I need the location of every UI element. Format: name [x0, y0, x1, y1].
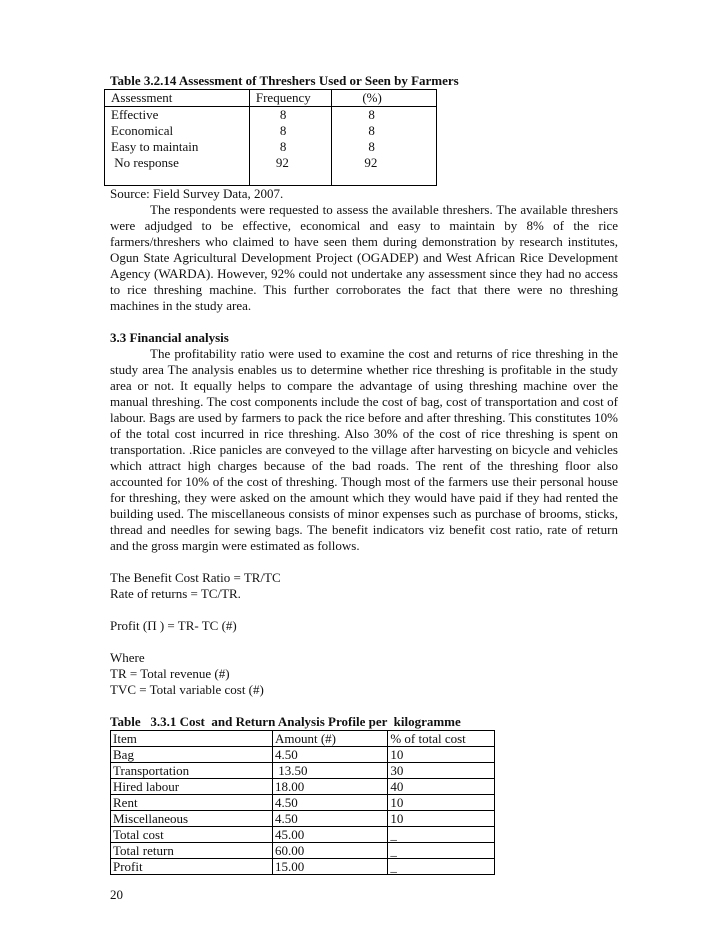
header-item: Item [111, 731, 273, 747]
row-percent [332, 139, 437, 155]
table-header-row [111, 731, 495, 747]
table-row [111, 747, 495, 763]
item-cell: Transportation [111, 763, 273, 779]
row-frequency [249, 123, 331, 139]
threshers-assessment-table [104, 89, 437, 186]
item-cell: Total cost [111, 827, 273, 843]
frequency-value: 8 [279, 107, 287, 122]
amount-cell: 4.50 [272, 747, 387, 763]
item-cell: Rent [111, 795, 273, 811]
formula-bcr: The Benefit Cost Ratio = TR/TC [110, 570, 281, 585]
spacer [110, 602, 618, 618]
spacer-cell [332, 171, 437, 186]
row-frequency [249, 155, 331, 171]
row-label: Economical [105, 123, 250, 139]
definition-tvc: TVC = Total variable cost (#) [110, 682, 264, 697]
item-cell: Profit [111, 859, 273, 875]
section-heading: 3.3 Financial analysis [110, 330, 229, 345]
row-label: Effective [105, 107, 250, 124]
row-frequency [249, 107, 331, 124]
percent-value: 8 [368, 123, 375, 138]
percent-cell: 10 [388, 811, 495, 827]
frequency-value: 8 [279, 139, 287, 154]
spacer-cell [249, 171, 331, 186]
percent-cell: 10 [388, 747, 495, 763]
table-row [105, 155, 437, 171]
spacer [110, 634, 618, 650]
amount-cell: 15.00 [272, 859, 387, 875]
spacer-cell [105, 171, 250, 186]
table-row [105, 123, 437, 139]
table-row [111, 779, 495, 795]
percent-value: 8 [368, 139, 375, 154]
header-frequency [249, 90, 331, 107]
spacer [110, 698, 618, 714]
cost-return-table [110, 730, 495, 875]
spacer [110, 554, 618, 570]
page-body [110, 73, 618, 875]
paragraph-assessment: The respondents were requested to assess the available threshers. The available threshers were adjudged to be effective, economical and easy to maintain by 8% of the rice farmers/threshers who claimed to have seen them during demonstration by research institutes, Ogun State Agricultural Development Project (OGADEP) and West African Rice Development Agency (WARDA). However, 92% could not undertake any assessment since they had no access to rice threshing machine. This further corroborates the fact that there were no threshing machines in the study area. [110, 202, 618, 313]
definition-tr: TR = Total revenue (#) [110, 666, 230, 681]
table-row [111, 763, 495, 779]
row-label: No response [105, 155, 250, 171]
percent-cell: _ [388, 827, 495, 843]
item-cell: Hired labour [111, 779, 273, 795]
amount-cell: 4.50 [272, 795, 387, 811]
table1-source: Source: Field Survey Data, 2007. [110, 186, 284, 201]
table-row [105, 139, 437, 155]
amount-cell: 18.00 [272, 779, 387, 795]
table1-caption: Table 3.2.14 Assessment of Threshers Used or Seen by Farmers [110, 73, 459, 88]
percent-cell: 40 [388, 779, 495, 795]
paragraph-financial-analysis: The profitability ratio were used to examine the cost and returns of rice threshing in the study area The analysis enables us to determine whether rice threshing is profitable in the study area or not. It equally helps to compare the advantage of using threshing machine over the manual threshing. The cost components include the cost of bag, cost of transportation and cost of labour. Bags are used by farmers to pack the rice before and after threshing. This constitutes 10% of the total cost incurred in rice threshing. Also 30% of the cost of rice threshing is spent on transportation. .Rice panicles are conveyed to the village after harvesting on bicycle and vehicles which attract high charges because of the bad roads. The rent of the threshing floor also accounted for 10% of the cost of threshing. Though most of the farmers use their personal house for threshing, they were asked on the amount which they would have paid if they had rented the building used. The miscellaneous consists of minor expenses such as purchase of brooms, sticks, thread and needles for sewing bags. The benefit indicators viz benefit cost ratio, rate of return and the gross margin were estimated as follows. [110, 346, 618, 553]
table-row [111, 795, 495, 811]
table2-caption: Table 3.3.1 Cost and Return Analysis Profile per kilogramme [110, 714, 461, 729]
header-percent [332, 90, 437, 107]
row-label: Easy to maintain [105, 139, 250, 155]
percent-cell: _ [388, 859, 495, 875]
header-amount: Amount (#) [272, 731, 387, 747]
amount-cell: 60.00 [272, 843, 387, 859]
header-assessment: Assessment [105, 90, 250, 107]
table-header-row [105, 90, 437, 107]
header-percent-label: (%) [362, 90, 382, 105]
table-row [111, 811, 495, 827]
item-cell: Total return [111, 843, 273, 859]
row-percent [332, 107, 437, 124]
row-percent [332, 155, 437, 171]
amount-cell: 45.00 [272, 827, 387, 843]
header-frequency-label: Frequency [255, 90, 311, 105]
frequency-value: 92 [275, 155, 289, 170]
row-frequency [249, 139, 331, 155]
item-cell: Miscellaneous [111, 811, 273, 827]
row-percent [332, 123, 437, 139]
formula-ror: Rate of returns = TC/TR. [110, 586, 241, 601]
table-row [111, 859, 495, 875]
percent-value: 92 [364, 155, 378, 170]
frequency-value: 8 [279, 123, 287, 138]
percent-cell: _ [388, 843, 495, 859]
table-row [111, 827, 495, 843]
table-row [105, 107, 437, 124]
percent-cell: 10 [388, 795, 495, 811]
amount-cell: 13.50 [272, 763, 387, 779]
where-label: Where [110, 650, 145, 665]
percent-cell: 30 [388, 763, 495, 779]
page-number: 20 [110, 887, 123, 902]
item-cell: Bag [111, 747, 273, 763]
percent-value: 8 [368, 107, 375, 122]
table-row [111, 843, 495, 859]
table-spacer-row [105, 171, 437, 186]
header-percent-total: % of total cost [388, 731, 495, 747]
formula-profit: Profit (Π ) = TR- TC (#) [110, 618, 237, 633]
amount-cell: 4.50 [272, 811, 387, 827]
